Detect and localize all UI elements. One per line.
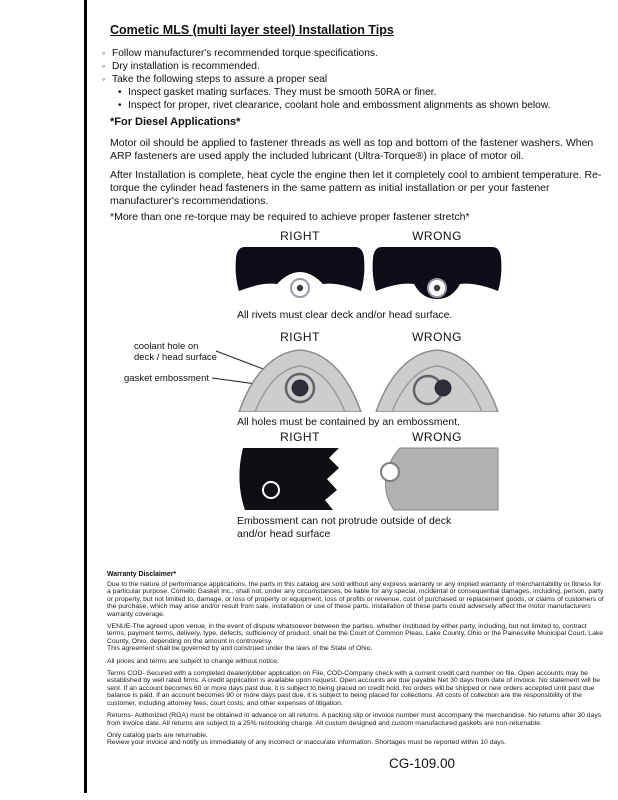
tip-text: Inspect gasket mating surfaces. They must be smooth 50RA or finer.: [128, 87, 437, 98]
list-item: [102, 73, 550, 86]
gasket-cross-section-icon: [235, 246, 365, 304]
legal-paragraph: This agreement shall be governed by and construed under the laws of the State of Ohio.: [107, 645, 373, 653]
row3-right-label: RIGHT: [280, 430, 320, 444]
legal-paragraph: Only catalog parts are returnable.: [107, 731, 208, 739]
coolant-hole-annotation: coolant hole on deck / head surface: [134, 341, 217, 363]
row3-caption: Embossment can not protrude outside of deck and/or head surface: [237, 515, 452, 540]
rivet-clearance-wrong-diagram: [372, 246, 502, 304]
coolant-hole-icon: [292, 380, 309, 397]
row3-wrong-label: WRONG: [412, 430, 462, 444]
protrusion-right-diagram: [235, 446, 365, 512]
embossment-wrong-diagram: [372, 346, 502, 412]
row1-wrong-label: WRONG: [412, 229, 462, 243]
sub-bullet-icon: •: [118, 100, 122, 111]
embossment-ring-icon: [381, 463, 399, 481]
rivet-clearance-right-diagram: [235, 246, 365, 304]
bullet-icon: ◦: [102, 61, 106, 71]
row2-wrong-label: WRONG: [412, 330, 462, 344]
bullet-icon: ◦: [102, 74, 106, 84]
coolant-hole-icon: [435, 380, 452, 397]
page-left-border: [84, 0, 87, 793]
embossment-right-diagram: [235, 346, 365, 412]
legal-paragraph: Returns- Authorized (RGA) must be obtained in advance on all returns. A packing slip or invoice number must accompany the merchandise. No returns after 30 days from invoice date. All returns are subject to a 25% restocking charge. All custom designed and custom manufactured gaskets are non-returnable.: [107, 712, 602, 727]
row1-right-label: RIGHT: [280, 229, 320, 243]
legal-paragraph: VENUE-The agreed upon venue, in the event of dispute whatsoever between the parties, whether instituted by either party, including, but not limited to, contract terms, payment terms, delivery, type, defects, sufficiency of product, shall be the Court of Common Pleas, Lake County, Ohio or the Painesville Municipal Court, Lake County, Ohio, depending on the amount in controversy.: [107, 623, 604, 645]
legal-paragraph: All prices and terms are subject to change without notice.: [107, 657, 279, 665]
gasket-cross-section-icon: [372, 246, 502, 304]
protrusion-wrong-diagram: [372, 446, 502, 512]
installation-tips-list: [102, 47, 550, 112]
warranty-heading: Warranty Disclaimer*: [107, 571, 177, 578]
legal-paragraph: Review your invoice and notify us immediately of any incorrect or inaccurate information. Shortages must be reported within 10 days.: [107, 739, 506, 747]
page-title: Cometic MLS (multi layer steel) Installation Tips: [110, 23, 394, 37]
deck-surface-icon: [235, 346, 365, 412]
tip-text: Follow manufacturer's recommended torque specifications.: [112, 48, 378, 59]
deck-edge-icon: [372, 446, 502, 512]
warranty-disclaimer-section: [107, 571, 604, 752]
row2-caption: All holes must be contained by an embossment.: [237, 416, 460, 428]
legal-paragraph: Due to the nature of performance applications, the parts in this catalog are sold without any express warranty or any implied warranty of merchantability or fitness for a particular purpose. Cometic Gasket Inc., shall not, under any circumstances, be liable for any special, incidental or consequential damages, including, person, party or property, but not limited to, damage, or loss of property or equipment, loss of profits or revenue, cost of purchased or replacement goods, or claims of customers of the purchase, which may arise and/or result from sale, installation or use of these parts. Installation of these parts could adversely affect the motor manufacturers warranty coverage.: [107, 581, 604, 618]
row1-caption: All rivets must clear deck and/or head surface.: [237, 309, 453, 321]
row2-right-label: RIGHT: [280, 330, 320, 344]
diesel-paragraph-1: Motor oil should be applied to fastener threads as well as top and bottom of the fastener washers. When ARP fasteners are used apply the included lubricant (Ultra-Torque®) in place of motor oil.: [110, 137, 594, 162]
tip-text: Dry installation is recommended.: [112, 61, 260, 72]
list-item: [102, 47, 550, 60]
deck-surface-icon: [372, 346, 502, 412]
deck-edge-icon: [235, 446, 365, 512]
gasket-embossment-annotation: gasket embossment: [124, 373, 210, 384]
retorque-note: *More than one re-torque may be required to achieve proper fastener stretch*: [110, 211, 470, 223]
diesel-applications-heading: *For Diesel Applications*: [110, 116, 241, 128]
diesel-paragraph-2: After Installation is complete, heat cycle the engine then let it completely cool to ambient temperature. Re-torque the cylinder head fasteners in the same pattern as initial installation or per your fastener manufacturer's recommendations.: [110, 169, 602, 207]
list-item: [118, 99, 550, 112]
sub-bullet-icon: •: [118, 87, 122, 98]
legal-paragraph: Terms COD- Secured with a completed dealer/jobber application on File, COD-Company check with a current credit card number on file. Open accounts may be established by well rated firms. A credit application is available upon request. Open accounts are due payable Net 30 days from date of invoice. No statement will be sent. If an account becomes 60 or more days past due, it is subject to being placed on credit hold. No orders will be shipped or new orders accepted until past due balance is paid. If an account becomes 90 or more days past due, it is subject to being placed for collections. All costs of collection are the responsibility of the customer, including attorney fees, court costs, and other expenses of litigation.: [107, 670, 601, 707]
tip-text: Inspect for proper, rivet clearance, coolant hole and embossment alignments as shown below.: [128, 100, 551, 111]
bullet-icon: ◦: [102, 48, 106, 58]
list-item: [118, 86, 550, 99]
catalog-page-code: CG-109.00: [389, 756, 456, 771]
tip-text: Take the following steps to assure a proper seal: [112, 74, 328, 85]
list-item: [102, 60, 550, 73]
